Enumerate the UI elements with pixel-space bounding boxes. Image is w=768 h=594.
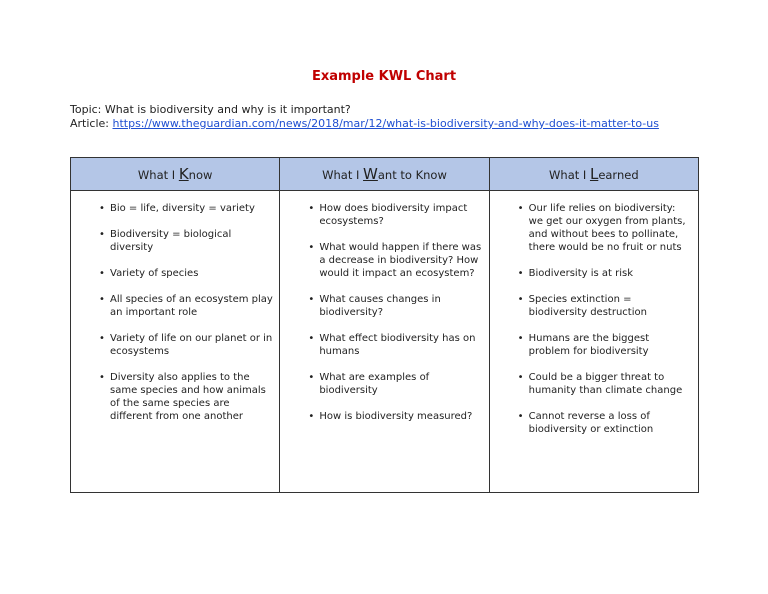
kwl-table xyxy=(70,157,699,493)
kwl-header-row xyxy=(71,158,699,191)
header-know-letter: K xyxy=(178,165,189,183)
page-title: Example KWL Chart xyxy=(311,69,457,84)
document-meta xyxy=(70,103,710,131)
list-item: • What are examples of biodiversity xyxy=(319,371,482,397)
header-know-suffix: now xyxy=(188,168,213,182)
list-item: • What would happen if there was a decrease in biodiversity? How would it impact an ecosystem? xyxy=(319,241,482,280)
want-list xyxy=(280,202,488,423)
column-learned xyxy=(489,191,698,493)
list-item: • All species of an ecosystem play an important role xyxy=(110,293,273,319)
know-list xyxy=(71,202,279,423)
list-item: • Variety of species xyxy=(110,267,273,280)
list-item: • Diversity also applies to the same species and how animals of the same species are different from one another xyxy=(110,371,273,423)
list-item: • Biodiversity is at risk xyxy=(529,267,692,280)
list-item: • How is biodiversity measured? xyxy=(319,410,482,423)
header-know xyxy=(71,158,280,191)
header-want xyxy=(280,158,489,191)
article-line xyxy=(70,117,710,131)
column-want xyxy=(280,191,489,493)
list-item: • What causes changes in biodiversity? xyxy=(319,293,482,319)
list-item: • What effect biodiversity has on humans xyxy=(319,332,482,358)
learned-list xyxy=(490,202,698,436)
article-link[interactable]: https://www.theguardian.com/news/2018/mar/12/what-is-biodiversity-and-why-does-it-matter-to-us xyxy=(112,117,659,130)
list-item: • How does biodiversity impact ecosystems? xyxy=(319,202,482,228)
header-want-prefix: What I xyxy=(322,168,364,182)
header-know-prefix: What I xyxy=(137,168,179,182)
topic-line xyxy=(70,103,710,117)
list-item: • Bio = life, diversity = variety xyxy=(110,202,273,215)
topic-text: What is biodiversity and why is it important? xyxy=(104,103,351,116)
topic-label: Topic: xyxy=(70,103,102,116)
header-want-letter: W xyxy=(363,165,378,183)
list-item: • Humans are the biggest problem for biodiversity xyxy=(529,332,692,358)
list-item: • Could be a bigger threat to humanity than climate change xyxy=(529,371,692,397)
header-learned xyxy=(489,158,698,191)
list-item: • Species extinction = biodiversity destruction xyxy=(529,293,692,319)
column-know xyxy=(71,191,280,493)
kwl-body-row xyxy=(71,191,699,493)
header-learned-suffix: earned xyxy=(598,168,639,182)
header-learned-prefix: What I xyxy=(549,168,590,182)
list-item: • Our life relies on biodiversity: we get our oxygen from plants, and without bees to pollinate, there would be no fruit or nuts xyxy=(529,202,692,254)
list-item: • Biodiversity = biological diversity xyxy=(110,228,273,254)
header-want-suffix: ant to Know xyxy=(377,168,447,182)
header-learned-letter: L xyxy=(589,165,599,183)
article-label: Article: xyxy=(70,117,109,130)
list-item: • Variety of life on our planet or in ecosystems xyxy=(110,332,273,358)
list-item: • Cannot reverse a loss of biodiversity or extinction xyxy=(529,410,692,436)
